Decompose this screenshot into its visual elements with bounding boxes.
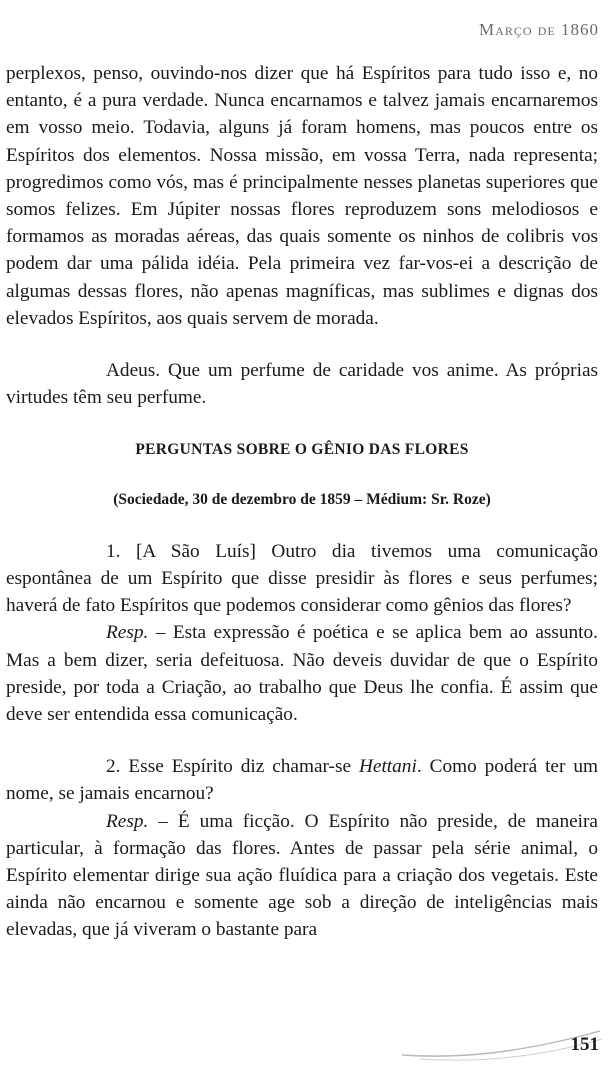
page-body [6,60,598,944]
paragraph-continuation: perplexos, penso, ouvindo-nos dizer que há Espíritos para tudo isso e, no entanto, é a pura verdade. Nunca encarnamos e talvez jamais encarnaremos em vosso meio. Todavia, alguns já foram homens, mas poucos entre os Espíritos dos elementos. Nossa missão, em vossa Terra, nada representa; progredimos como vós, mas é principalmente nesses planetas superiores que somos felizes. Em Júpiter nossas flores reproduzem sons melodiosos e formamos as moradas aéreas, das quais somente os ninhos de colibris vos podem dar uma pálida idéia. Pela primeira vez far-vos-ei a descrição de algumas dessas flores, não apenas magníficas, mas sublimes e dignas dos elevados Espíritos, aos quais servem de morada. [6,63,598,329]
question-2 [6,753,598,807]
answer-1-text: – Esta expressão é poética e se aplica bem ao assunto. Mas a bem dizer, seria defeituosa. Não deveis duvidar de que o Espírito preside, por toda a Criação, ao trabalho que Deus lhe confia. É assim que deve ser entendida essa comunicação. [6,622,598,726]
paragraph-farewell: Adeus. Que um perfume de caridade vos anime. As próprias virtudes têm seu perfume. [6,360,598,409]
page-number: 151 [570,1034,599,1055]
section-title: PERGUNTAS SOBRE O GÊNIO DAS FLORES [135,441,469,459]
spirit-name: Hettani [358,756,417,778]
resp-label: Resp. [106,622,149,644]
question-2-before: 2. Esse Espírito diz chamar-se [106,756,359,778]
answer-1 [6,619,598,728]
answer-2 [6,808,598,944]
question-2-after: . Como poderá ter um nome, se jamais encarnou? [6,756,598,805]
resp-label: Resp. [106,810,149,832]
answer-2-text: – É uma ficção. O Espírito não preside, de maneira particular, à formação das flores. Antes de passar pela série animal, o Espírito elementar dirige sua ação fluídica para a criação dos vegetais. Este ainda não encarnou e somente age sob a direção de inteligências mais elevadas, que já viveram o bastante para [6,810,598,941]
section-subtitle: (Sociedade, 30 de dezembro de 1859 – Médium: Sr. Roze) [113,490,491,508]
running-header: Março de 1860 [479,20,599,39]
question-1: 1. [A São Luís] Outro dia tivemos uma comunicação espontânea de um Espírito que disse presidir às flores e seus perfumes; haverá de fato Espíritos que podemos considerar como gênios das flores? [6,540,598,617]
